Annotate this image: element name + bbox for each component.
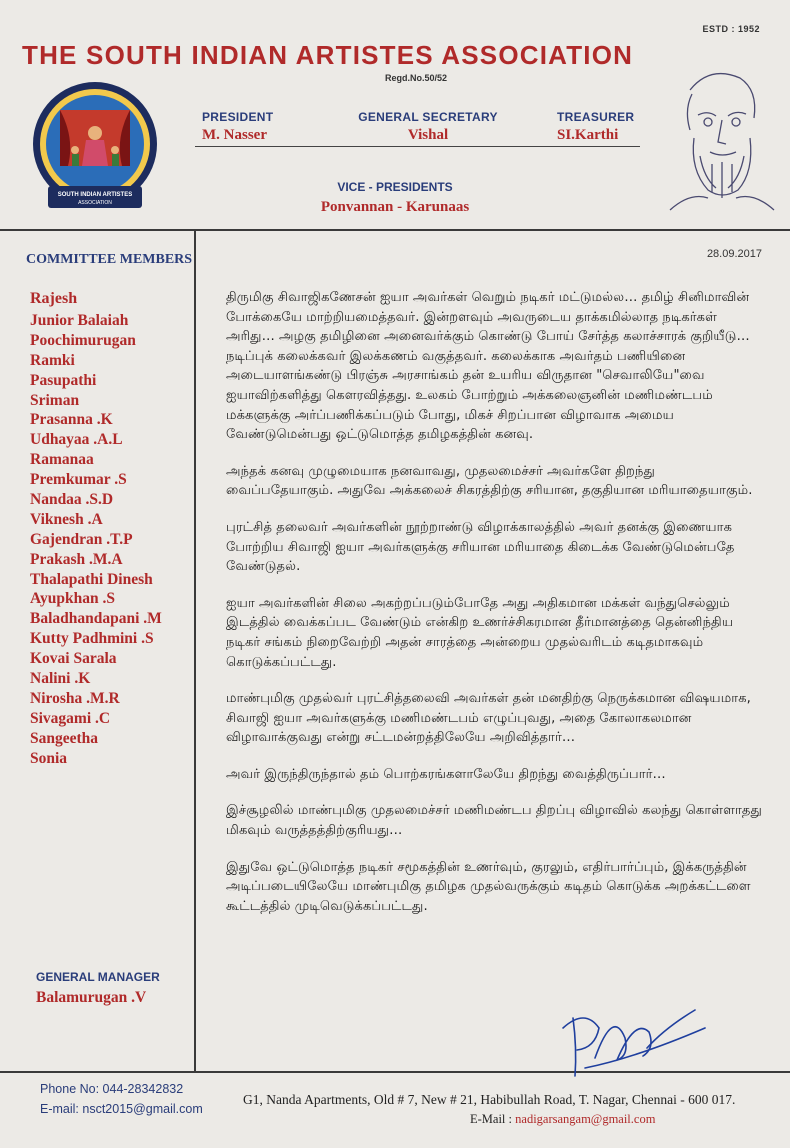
committee-members-list xyxy=(30,287,162,768)
secretary-name: Vishal xyxy=(407,127,449,143)
svg-text:ASSOCIATION: ASSOCIATION xyxy=(78,200,112,206)
committee-member: Sivagami .C xyxy=(30,709,111,727)
established-year: ESTD : 1952 xyxy=(702,24,760,34)
committee-member: Poochimurugan xyxy=(30,331,136,349)
secretary-block xyxy=(358,110,498,144)
letter-body xyxy=(226,288,762,933)
committee-member: Premkumar .S xyxy=(30,471,127,489)
footer-phone: Phone No: 044-28342832 xyxy=(40,1082,184,1096)
sidebar-divider xyxy=(194,230,196,1072)
treasurer-label: TREASURER xyxy=(557,110,635,124)
committee-member: Gajendran .T.P xyxy=(30,530,133,548)
letter-paragraph: மாண்புமிகு முதல்வர் புரட்சித்தலைவி அவர்கள் தன் மனதிற்கு நெருக்கமான விஷயமாக, சிவாஜி ஐயா அவர்களுக்கு மணிமண்டபம் எழுப்புவது, அதை கோலாகலமான விழாவாக்குவது என்று சட்டமன்றத்திலேயே அறிவித்தார்… xyxy=(226,691,751,746)
committee-member: Ramki xyxy=(30,351,75,369)
committee-member: Ramanaa xyxy=(30,451,94,469)
committee-member: Rajesh xyxy=(30,290,78,307)
committee-member: Prasanna .K xyxy=(30,411,113,429)
founder-portrait-sketch xyxy=(650,60,780,220)
footer-email[interactable]: E-mail: nsct2015@gmail.com xyxy=(40,1102,203,1116)
president-label: PRESIDENT xyxy=(202,110,274,124)
officers-underline xyxy=(195,146,640,147)
letter-paragraph: அவர் இருந்திருந்தால் தம் பொற்கரங்களாலேயே திறந்து வைத்திருப்பார்… xyxy=(226,766,666,782)
letter-paragraph: திருமிகு சிவாஜிகணேசன் ஐயா அவர்கள் வெறும் நடிகர் மட்டுமல்ல… தமிழ் சினிமாவின் போக்கையே மாற்றியமைத்தவர். இன்றளவும் அவருடைய தாக்கமில்லாத நடிகர்கள் அரிது… அழகு தமிழினை அனைவர்க்கும் கொண்டு போய் சேர்த்த கலாச்சாரக் குறியீடு… நடிப்புக் கலைக்கவர் இலக்கணம் வகுத்தவர். கலைக்காக அவர்தம் பணியினை அடையாளங்கண்டு பிரஞ்சு அரசாங்கம் தன் உயரிய விருதான "செவாலியே"வை ஐயாவிற்களித்து கௌரவித்தது. உலகம் போற்றும் அக்கலைஞனின் மணிமண்டபம் மக்களுக்கு அர்ப்பணிக்கப்படும் போது, மிகச் சிறப்பான விழாவாக அமைய வேண்டுமென்பது ஒட்டுமொத்த தமிழகத்தின் கனவு. xyxy=(226,290,750,443)
letter-paragraph: இச்சூழலில் மாண்புமிகு முதலமைச்சர் மணிமண்டப திறப்பு விழாவில் கலந்து கொள்ளாதது மிகவும் வருத்தத்திற்குரியது… xyxy=(226,803,762,839)
committee-member: Nirosha .M.R xyxy=(30,689,120,707)
committee-member: Viknesh .A xyxy=(30,510,103,528)
letter-paragraph: இதுவே ஒட்டுமொத்த நடிகர் சமூகத்தின் உணர்வும், குரலும், எதிர்பார்ப்பும், இக்கருத்தின் அடிப்படையிலேயே மாண்புமிகு தமிழக முதல்வருக்கும் கடிதம் கொடுக்க அறக்கட்டளை கூட்டத்தில் முடிவெடுக்கப்பட்டது. xyxy=(226,859,751,914)
vice-presidents-label: VICE - PRESIDENTS xyxy=(337,180,453,194)
footer-address: G1, Nanda Apartments, Old # 7, New # 21, Habibullah Road, T. Nagar, Chennai - 600 017. xyxy=(243,1092,736,1107)
committee-member: Ayupkhan .S xyxy=(30,590,116,608)
header-divider xyxy=(0,229,790,231)
committee-member: Pasupathi xyxy=(30,371,97,389)
association-title: THE SOUTH INDIAN ARTISTES ASSOCIATION xyxy=(22,40,634,70)
committee-member: Sonia xyxy=(30,749,68,767)
svg-text:SOUTH INDIAN ARTISTES: SOUTH INDIAN ARTISTES xyxy=(57,192,133,198)
registration-number: Regd.No.50/52 xyxy=(385,73,448,83)
general-manager-name: Balamurugan .V xyxy=(36,989,147,1006)
committee-members-heading: COMMITTEE MEMBERS xyxy=(26,252,193,267)
treasurer-name: SI.Karthi xyxy=(557,127,619,143)
committee-member: Nandaa .S.D xyxy=(30,491,114,509)
letter-date: 28.09.2017 xyxy=(706,248,762,260)
treasurer-block xyxy=(557,110,634,144)
letter-paragraph: புரட்சித் தலைவர் அவர்களின் நூற்றாண்டு விழாக்காலத்தில் அவர் தனக்கு இணையாக போற்றிய சிவாஜி ஐயா அவர்களுக்கு சரியான மரியாதை கிடைக்க வேண்டுமென்பதே வேண்டுதல். xyxy=(226,519,735,575)
letter-paragraph: அந்தக் கனவு முழுமையாக நனவாவது, முதலமைச்சர் அவர்களே திறந்து வைப்பதேயாகும். அதுவே அக்கலைச் சிகரத்திற்கு சரியான, தகுதியான மரியாதையாகும். xyxy=(226,463,753,499)
committee-member: Prakash .M.A xyxy=(30,550,123,568)
signature xyxy=(555,998,715,1088)
president-name: M. Nasser xyxy=(202,127,267,143)
secretary-label: GENERAL SECRETARY xyxy=(358,110,498,124)
footer-email2[interactable]: nadigarsangam@gmail.com xyxy=(515,1112,656,1126)
committee-member: Udhayaa .A.L xyxy=(30,431,123,449)
committee-member: Thalapathi Dinesh xyxy=(30,570,153,588)
president-block xyxy=(202,110,273,144)
committee-member: Kutty Padhmini .S xyxy=(30,630,154,648)
footer-email-line xyxy=(470,1112,655,1127)
committee-member: Junior Balaiah xyxy=(30,312,129,329)
committee-member: Sriman xyxy=(30,391,80,409)
committee-member: Sangeetha xyxy=(30,729,99,747)
footer-email2-label: E-Mail : xyxy=(470,1112,513,1126)
committee-member: Baladhandapani .M xyxy=(30,610,162,628)
vice-presidents-names: Ponvannan - Karunaas xyxy=(320,199,470,215)
committee-member: Nalini .K xyxy=(30,670,91,688)
committee-member: Kovai Sarala xyxy=(30,650,117,668)
letter-paragraph: ஐயா அவர்களின் சிலை அகற்றப்படும்போதே அது அதிகமான மக்கள் வந்துசெல்லும் இடத்தில் வைக்கப்பட வேண்டும் என்கிற உணர்ச்சிகரமான தீர்மானத்தை தென்னிந்திய நடிகர் சங்கம் நிறைவேற்றி அதன் சாரத்தை அன்றைய முதல்வரிடம் கடிதமாகவும் கொடுக்கப்பட்டது. xyxy=(226,595,734,670)
general-manager-label: GENERAL MANAGER xyxy=(36,970,160,984)
